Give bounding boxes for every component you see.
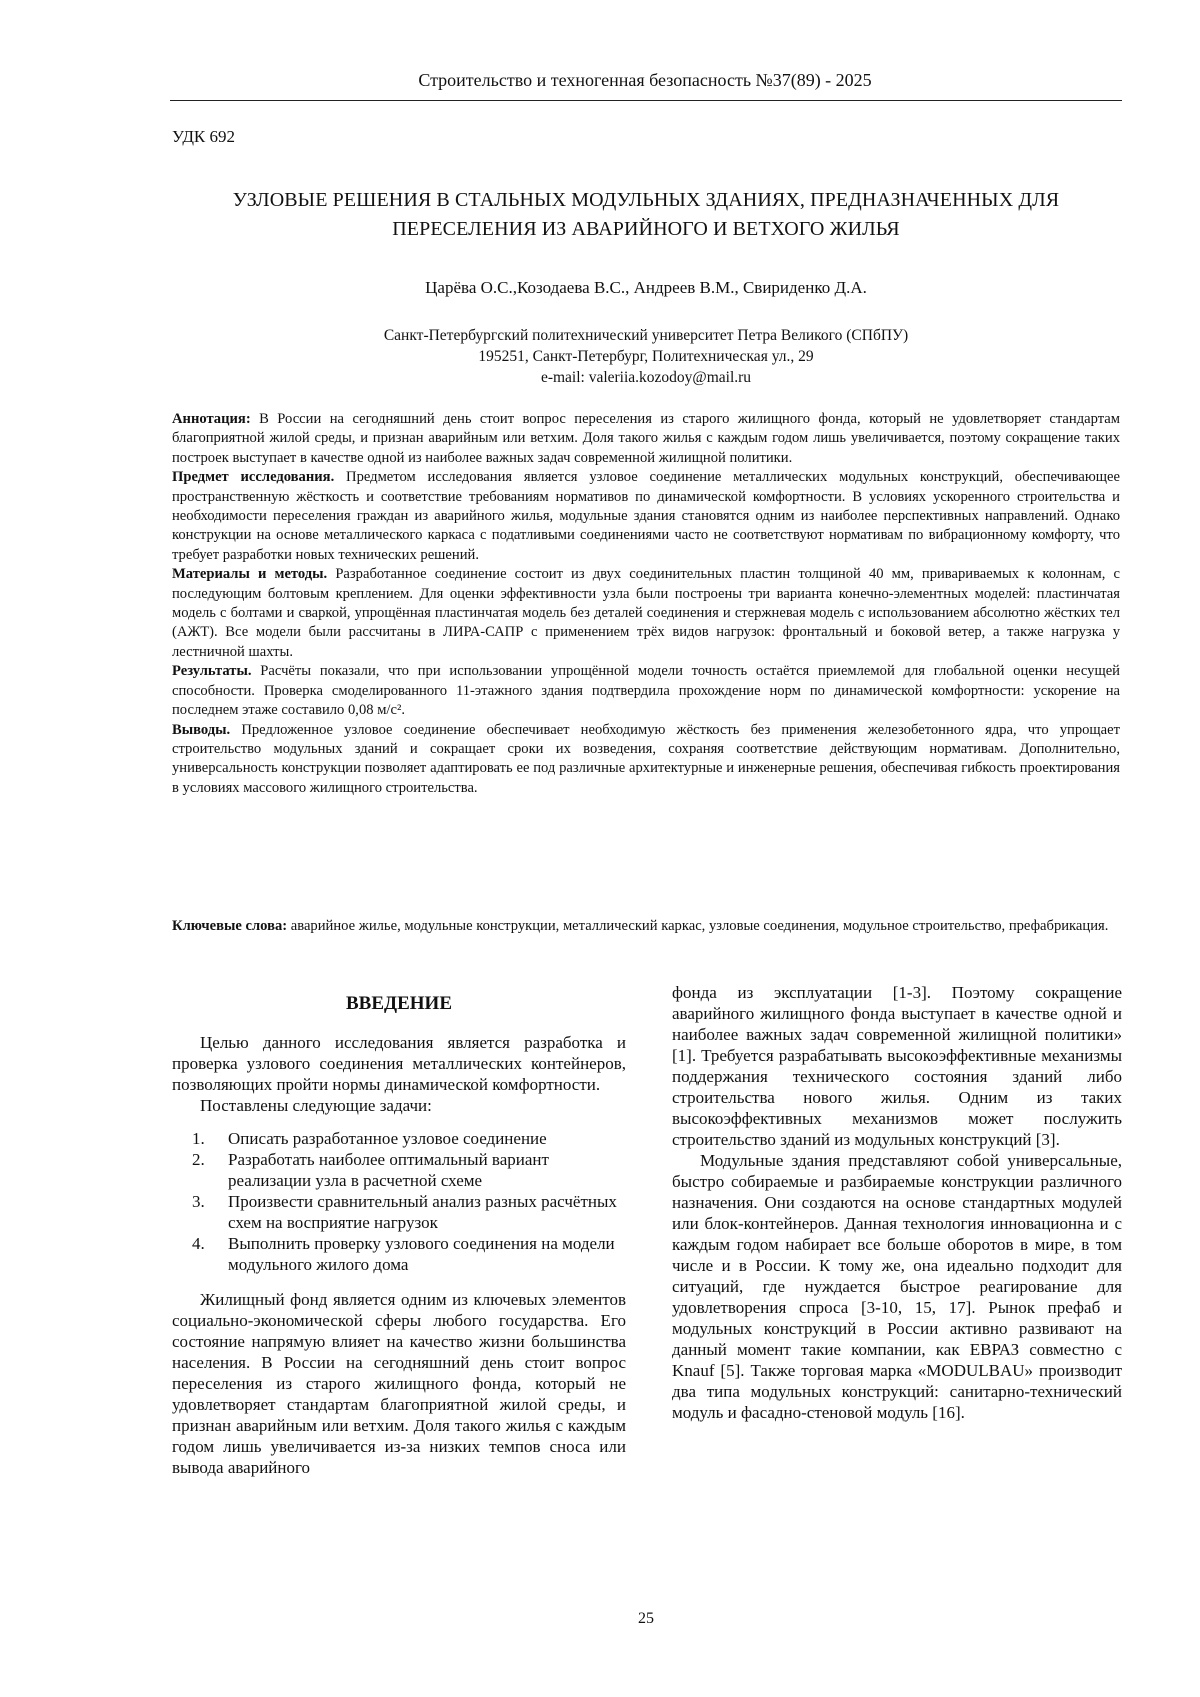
affiliation-email: e-mail: valeriia.kozodoy@mail.ru [540,369,752,386]
results-text: Расчёты показали, что при использовании упрощённой модели точность остаётся приемлемой для глобальной оценки несущей способности. Проверка смоделированного 11-этажного здания подтвердила прохождение норм по динамической комфортности: ускорение на последнем этаже составило 0,08 м/с². [172,663,1120,719]
keywords [172,916,1120,936]
abstract-methods [172,565,1120,662]
annotation-label: Аннотация: [172,411,251,427]
paper-title [170,186,1122,244]
running-header: Строительство и техногенная безопасность №37(89) - 2025 [418,70,872,90]
page-number: 25 [638,1610,654,1627]
list-item-text: Выполнить проверку узлового соединения на модели модульного жилого дома [228,1234,615,1274]
results-label: Результаты. [172,663,252,680]
list-item-text: Разработать наиболее оптимальный вариант реализации узла в расчетной схеме [228,1150,549,1190]
right-column [672,982,1122,1423]
list-item-number: 2. [192,1150,205,1169]
affiliation-address: 195251, Санкт-Петербург, Политехническая ул., 29 [478,348,814,365]
list-item [172,1233,626,1275]
subject-label: Предмет исследования. [172,469,335,486]
title-line-2: ПЕРЕСЕЛЕНИЯ ИЗ АВАРИЙНОГО И ВЕТХОГО ЖИЛЬЯ [392,218,900,240]
abstract [172,410,1120,798]
affiliation [170,325,1122,388]
keywords-text: аварийное жилье, модульные конструкции, металлический каркас, узловые соединения, модульное строительство, префабрикация. [287,918,1109,934]
list-item-number: 1. [192,1129,205,1148]
task-list [172,1128,626,1275]
methods-label: Материалы и методы. [172,566,328,583]
list-item-text: Произвести сравнительный анализ разных расчётных схем на восприятие нагрузок [228,1192,617,1232]
list-item-text: Описать разработанное узловое соединение [228,1129,547,1148]
annotation-text: В России на сегодняшний день стоит вопрос переселения из старого жилищного фонда, который не удовлетворяет стандартам благоприятной жилой среды, и признан аварийным или ветхим. Доля такого жилья с каждым годом лишь увеличивается, поэтому сокращение таких построек выступает в качестве одной из наиболее важных задач современной жилищной политики. [172,411,1120,466]
intro-paragraph-continuation: фонда из эксплуатации [1-3]. Поэтому сокращение аварийного жилищного фонда выступает в качестве одной и наиболее важных задач современной жилищной политики» [1]. Требуется разрабатывать высокоэффективные механизмы поддержания технического состояния зданий либо строительства нового жилья. Одним из таких высокоэффективных механизмов может послужить строительство зданий из модульных конструкций [3]. [672,983,1122,1149]
methods-text: Разработанное соединение состоит из двух соединительных пластин толщиной 40 мм, привариваемых к колоннам, с последующим болтовым креплением. Для оценки эффективности узла были построены три варианта конечно-элементных моделей: пластинчатая модель с болтами и сваркой, упрощённая пластинчатая модель без деталей соединения и стержневая модель с использованием абсолютно жёстких тел (АЖТ). Все модели были рассчитаны в ЛИРА-САПР с применением трёх видов нагрузок: фронтальный и боковой ветер, а также нагрузка у лестничной шахты. [172,566,1120,660]
keywords-label: Ключевые слова: [172,918,288,934]
intro-paragraph-tasks: Поставлены следующие задачи: [200,1096,432,1115]
authors: Царёва О.С.,Козодаева В.С., Андреев В.М., Свириденко Д.А. [425,278,867,297]
abstract-conclusions [172,721,1120,799]
list-item-number: 3. [192,1192,205,1211]
header-divider [170,100,1122,101]
left-column [172,985,626,1478]
udk-code: УДК 692 [172,127,236,146]
intro-paragraph-housing-fund: Жилищный фонд является одним из ключевых элементов социально-экономической сферы любого государства. Его состояние напрямую влияет на качество жизни большинства населения. В России на сегодняшний день стоит вопрос переселения из старого жилищного фонда, который не удовлетворяет стандартам благоприятной жилой среды, и признан аварийным или ветхим. Доля такого жилья с каждым годом лишь увеличивается из-за низких темпов сноса или вывода аварийного [172,1290,626,1477]
conclusions-text: Предложенное узловое соединение обеспечивает необходимую жёсткость без применения железобетонного ядра, что упрощает строительство модульных зданий и сокращает сроки их возведения, сохраняя соответствие действующим нормативам. Дополнительно, универсальность конструкции позволяет адаптировать ее под различные архитектурные и инженерные решения, обеспечивая гибкость проектирования в условиях массового жилищного строительства. [172,721,1120,796]
section-heading-introduction: ВВЕДЕНИЕ [346,993,452,1014]
abstract-annotation [172,410,1120,468]
abstract-results [172,662,1120,720]
intro-paragraph-modular-buildings: Модульные здания представляют собой универсальные, быстро собираемые и разбираемые конструкции различного назначения. Они создаются на основе стандартных модулей или блок-контейнеров. Данная технология инновационна и с каждым годом набирает все больше оборотов в мире, в том числе и в России. К тому же, она идеально подходит для ситуаций, где нуждается быстрое реагирование для удовлетворения спроса [3-10, 15, 17]. Рынок префаб и модульных конструкций в России активно развивают на данный момент такие компании, как ЕВРАЗ совместно с Knauf [5]. Также торговая марка «MODULBAU» производит два типа модульных конструкций: санитарно-технический модуль и фасадно-стеновой модуль [16]. [672,1151,1122,1422]
title-line-1: УЗЛОВЫЕ РЕШЕНИЯ В СТАЛЬНЫХ МОДУЛЬНЫХ ЗДАНИЯХ, ПРЕДНАЗНАЧЕННЫХ ДЛЯ [232,189,1060,211]
affiliation-institution: Санкт-Петербургский политехнический университет Петра Великого (СПбПУ) [383,327,909,344]
list-item [172,1149,626,1191]
conclusions-label: Выводы. [172,721,231,738]
intro-paragraph-goal: Целью данного исследования является разработка и проверка узлового соединения металлических контейнеров, позволяющих пройти нормы динамической комфортности. [172,1033,626,1094]
list-item-number: 4. [192,1234,205,1253]
abstract-subject [172,468,1120,565]
list-item [172,1191,626,1233]
list-item [172,1128,626,1149]
subject-text: Предметом исследования является узловое соединение металлических модульных конструкций, обеспечивающее пространственную жёсткость и соответствие требованиям нормативов по динамической комфортности. В условиях ускоренного строительства и необходимости переселения граждан из аварийного жилья, модульные здания становятся одним из наиболее перспективных направлений. Однако конструкции на основе металлического каркаса с податливыми соединениями часто не соответствуют нормативам по вибрационному комфорту, что требует разработки новых технических решений. [172,469,1120,563]
